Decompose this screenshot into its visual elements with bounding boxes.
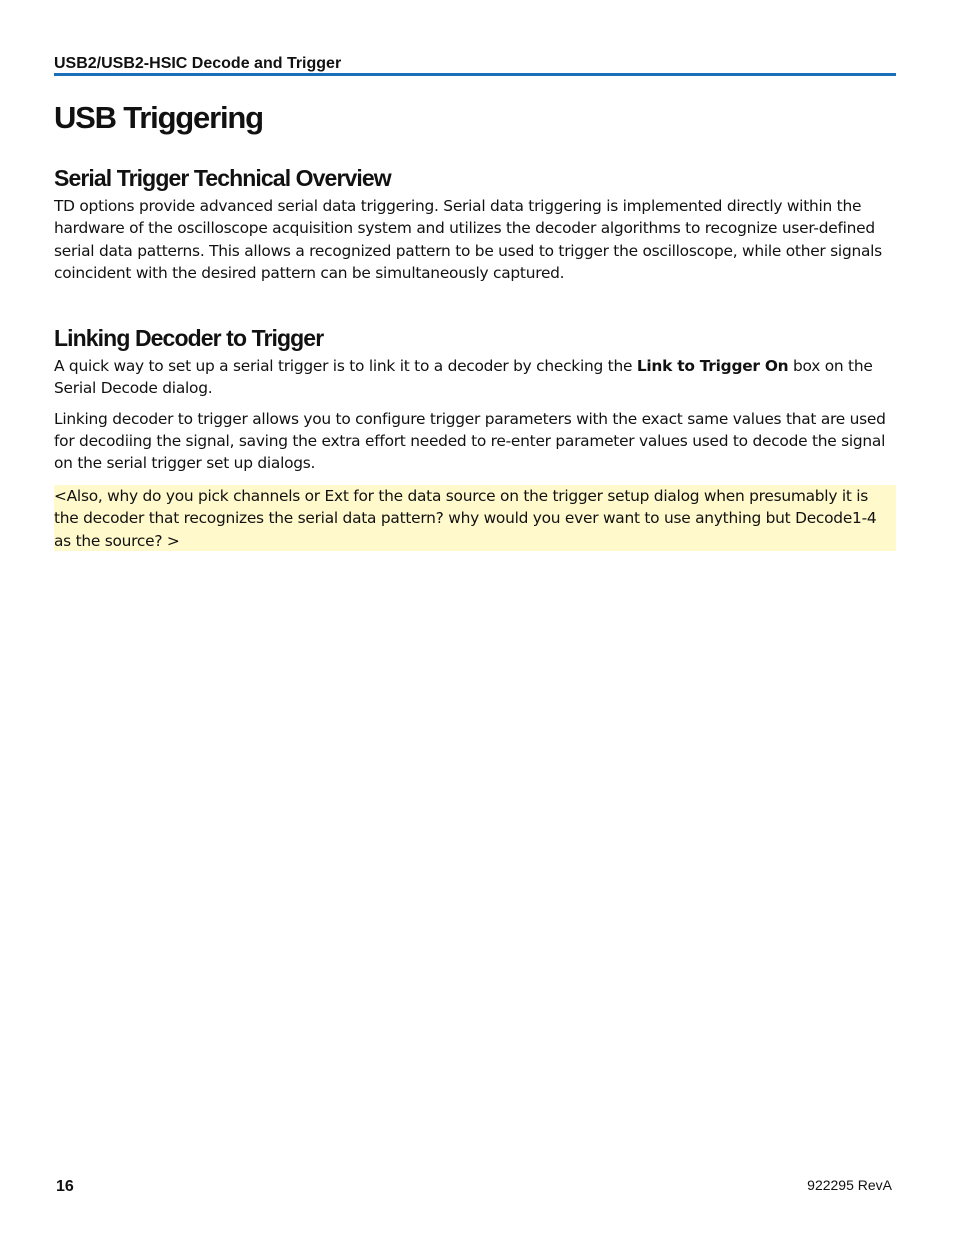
page-number: 16 bbox=[56, 1178, 74, 1195]
chapter-title: USB Triggering bbox=[54, 100, 263, 135]
section-heading: Linking Decoder to Trigger bbox=[54, 325, 324, 351]
linking-text-after: box on the Serial Decode dialog. bbox=[54, 357, 873, 398]
linking-text-before: A quick way to set up a serial trigger is to link it to a decoder by checking the bbox=[54, 357, 637, 375]
document-page bbox=[54, 0, 896, 1235]
review-note-text: <Also, why do you pick channels or Ext for the data source on the trigger setup dialog when presumably it is the decoder that recognizes the serial data pattern? why would you ever want to use anything but Decode1-4 as the source? > bbox=[54, 487, 877, 550]
header-rule bbox=[54, 73, 896, 76]
linking-paragraph-2: Linking decoder to trigger allows you to configure trigger parameters with the exact same values that are used for decodiing the signal, saving the extra effort needed to re-enter parameter values used to decode the signal on the serial trigger set up dialogs. bbox=[54, 409, 886, 473]
overview-paragraph: TD options provide advanced serial data triggering. Serial data triggering is implemented directly within the hardware of the oscilloscope acquisition system and utilizes the decoder algorithms to recognize user-defined serial data patterns. This allows a recognized pattern to be used to trigger the oscilloscope, while other signals coincident with the desired pattern can be simultaneously captured. bbox=[54, 197, 882, 282]
link-to-trigger-on-label: Link to Trigger On bbox=[636, 357, 789, 375]
document-id: 922295 RevA bbox=[807, 1177, 892, 1193]
running-header: USB2/USB2-HSIC Decode and Trigger bbox=[54, 55, 342, 72]
section-linking-decoder bbox=[54, 323, 896, 474]
section-serial-trigger-overview bbox=[54, 163, 896, 284]
highlighted-review-note bbox=[54, 485, 896, 551]
linking-paragraph-1 bbox=[54, 355, 896, 400]
section-heading: Serial Trigger Technical Overview bbox=[54, 165, 391, 191]
